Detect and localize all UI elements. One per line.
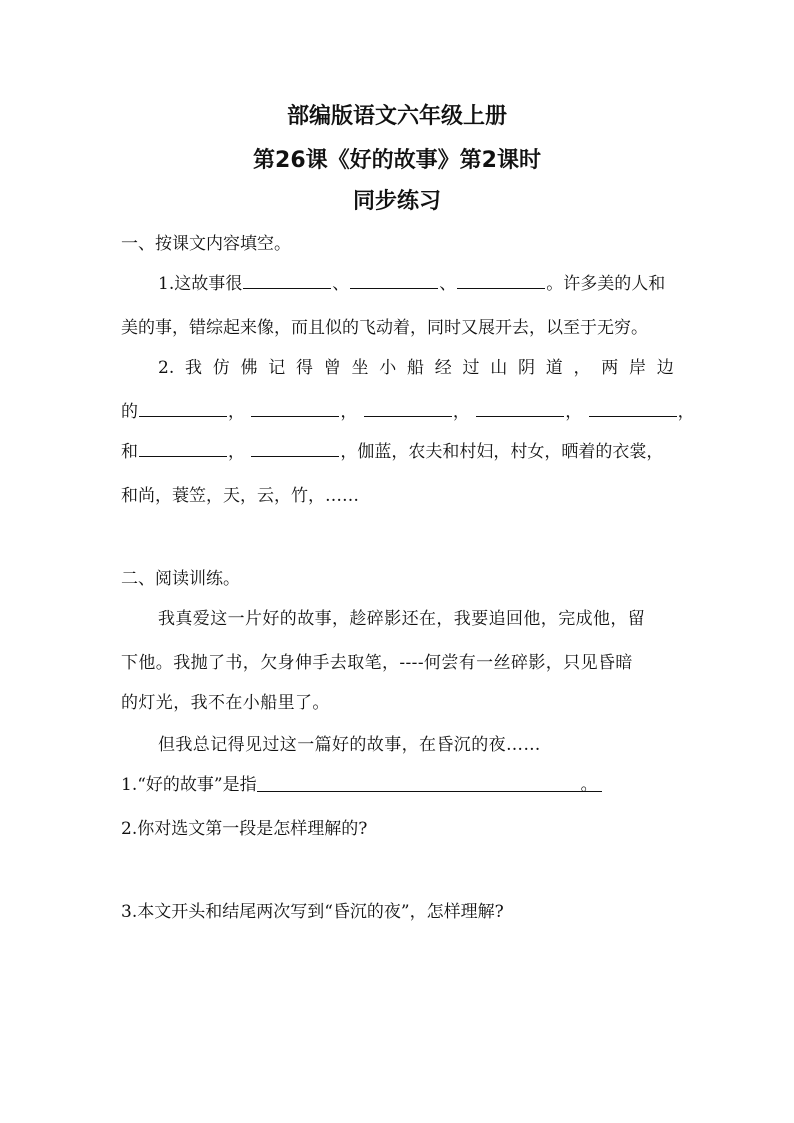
s1-q2-line1-char: 坐 bbox=[351, 358, 369, 378]
s1-q2-line2 bbox=[121, 400, 695, 424]
title-series: 部编版语文六年级上册 bbox=[286, 104, 507, 129]
passage-line4: 但我总记得见过这一篇好的故事，在昏沉的夜…… bbox=[158, 735, 541, 755]
s1-q2-line1-char: 山 bbox=[490, 358, 508, 378]
s2-q1-prefix: 1.“好的故事”是指 bbox=[121, 775, 257, 795]
s1-q2-line1-char: 边 bbox=[656, 358, 674, 378]
title-practice: 同步练习 bbox=[352, 189, 441, 214]
s1-q2-line1-char: 2. bbox=[158, 358, 175, 378]
s1-q2-blank-7[interactable] bbox=[251, 440, 339, 457]
s1-q2-line1-char: 岸 bbox=[628, 358, 646, 378]
s1-q2-line2-prefix: 的 bbox=[121, 402, 138, 422]
s1-q2-line3-suffix: ，伽蓝，农夫和村妇，村女，晒着的衣裳， bbox=[340, 442, 664, 462]
s1-q2-line1-char: 仿 bbox=[212, 358, 230, 378]
s1-q1-blank-1[interactable] bbox=[243, 272, 331, 289]
passage-line2: 下他。我抛了书，欠身伸手去取笔，----何尝有一丝碎影，只见昏暗 bbox=[121, 653, 633, 673]
s1-q1-line1 bbox=[158, 272, 665, 296]
s2-q2: 2.你对选文第一段是怎样理解的? bbox=[121, 819, 368, 839]
section2-heading: 二、阅读训练。 bbox=[121, 569, 240, 589]
s1-q2-line1-char: 经 bbox=[434, 358, 452, 378]
comma: ， bbox=[677, 402, 695, 422]
s1-q1-blank-3[interactable] bbox=[457, 272, 545, 289]
s1-q2-line1-char: 过 bbox=[462, 358, 480, 378]
s2-q1-suffix: 。 bbox=[580, 775, 598, 795]
s1-q1-sep2: 、 bbox=[439, 274, 457, 294]
s1-q2-blank-2[interactable] bbox=[251, 400, 339, 417]
s1-q2-blank-1[interactable] bbox=[139, 400, 227, 417]
s1-q2-blank-3[interactable] bbox=[364, 400, 452, 417]
s1-q1-blank-2[interactable] bbox=[350, 272, 438, 289]
s1-q1-suffix: 。许多美的人和 bbox=[546, 274, 666, 294]
s1-q2-line1-char: 我 bbox=[184, 358, 202, 378]
s1-q2-line1-char: 记 bbox=[268, 358, 286, 378]
s2-q1-answer-line[interactable] bbox=[257, 773, 602, 795]
s1-q2-line1-char: 阴 bbox=[517, 358, 535, 378]
s2-q1 bbox=[121, 773, 602, 797]
section1-heading: 一、按课文内容填空。 bbox=[121, 234, 291, 254]
comma: ， bbox=[340, 402, 358, 422]
s1-q2-line1 bbox=[158, 356, 674, 380]
s1-q2-blank-6[interactable] bbox=[139, 440, 227, 457]
s1-q2-line1-char: 小 bbox=[379, 358, 397, 378]
s1-q2-line3-prefix: 和 bbox=[121, 442, 138, 462]
passage-line1: 我真爱这一片好的故事，趁碎影还在，我要追回他，完成他，留 bbox=[158, 609, 646, 629]
s1-q1-prefix: 1.这故事很 bbox=[158, 274, 243, 294]
comma: ， bbox=[228, 402, 245, 422]
s1-q2-line1-char: 曾 bbox=[323, 358, 341, 378]
s1-q2-line3 bbox=[121, 440, 663, 464]
s1-q1-line2: 美的事，错综起来像，而且似的飞动着，同时又展开去，以至于无穷。 bbox=[121, 318, 648, 338]
s1-q2-line1-char: 两 bbox=[601, 358, 619, 378]
s1-q2-line1-char: 船 bbox=[406, 358, 424, 378]
s1-q2-line1-char: 道 bbox=[545, 358, 563, 378]
s1-q2-line4: 和尚，蓑笠，天，云，竹，…… bbox=[121, 486, 359, 506]
s1-q2-blank-5[interactable] bbox=[589, 400, 677, 417]
passage-line3: 的灯光，我不在小船里了。 bbox=[121, 693, 330, 713]
s1-q2-line1-char: ， bbox=[573, 358, 591, 378]
s1-q2-blank-4[interactable] bbox=[476, 400, 564, 417]
s1-q2-line1-char: 佛 bbox=[240, 358, 258, 378]
s1-q1-sep1: 、 bbox=[332, 274, 350, 294]
s2-q3: 3.本文开头和结尾两次写到“昏沉的夜”，怎样理解? bbox=[121, 902, 504, 922]
comma: ， bbox=[452, 402, 470, 422]
s1-q2-line1-char: 得 bbox=[295, 358, 313, 378]
comma: ， bbox=[565, 402, 583, 422]
title-lesson: 第26课《好的故事》第2课时 bbox=[253, 148, 541, 173]
comma: ， bbox=[228, 442, 245, 462]
